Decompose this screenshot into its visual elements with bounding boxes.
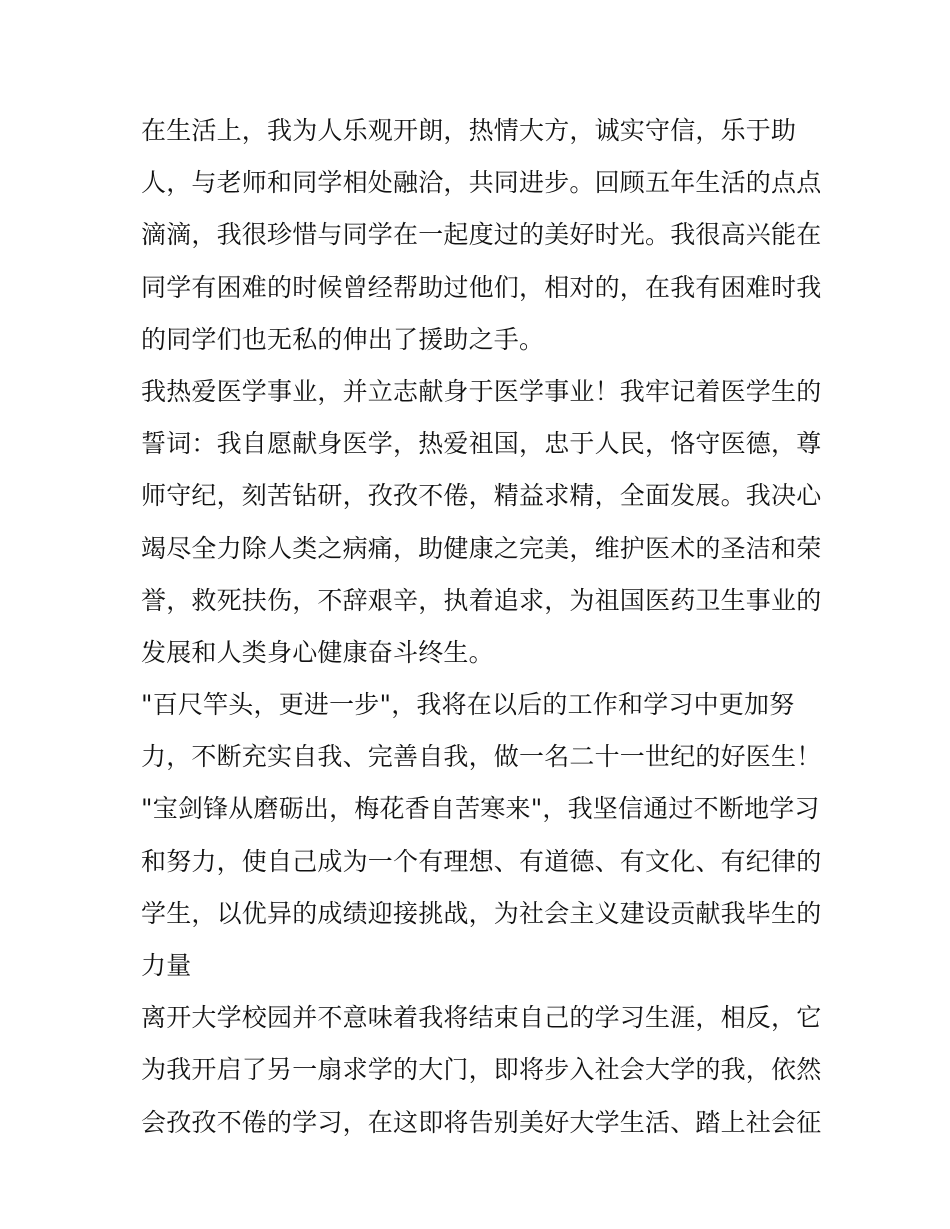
- text-line: 在生活上，我为人乐观开朗，热情大方，诚实守信，乐于助: [141, 116, 797, 145]
- text-line: 学生，以优异的成绩迎接挑战，为社会主义建设贡献我毕生的: [141, 898, 822, 928]
- text-line: 会孜孜不倦的学习，在这即将告别美好大学生活、踏上社会征: [141, 1107, 822, 1137]
- text-line: 誓词：我自愿献身医学，热爱祖国，忠于人民，恪守医德，尊: [141, 429, 822, 459]
- text-line: "宝剑锋从磨砺出，梅花香自苦寒来"，我坚信通过不断地学习: [141, 794, 820, 824]
- text-line: 力量: [141, 951, 192, 980]
- text-line: 人，与老师和同学相处融洽，共同进步。回顾五年生活的点点: [141, 168, 822, 198]
- text-line: 竭尽全力除人类之病痛，助健康之完美，维护医术的圣洁和荣: [141, 533, 822, 563]
- text-line: 为我开启了另一扇求学的大门，即将步入社会大学的我，依然: [141, 1055, 822, 1085]
- text-line: 滴滴，我很珍惜与同学在一起度过的美好时光。我很高兴能在: [141, 220, 822, 250]
- text-line: 的同学们也无私的伸出了援助之手。: [141, 324, 545, 354]
- text-line: 力，不断充实自我、完善自我，做一名二十一世纪的好医生！: [141, 742, 822, 772]
- text-line: 师守纪，刻苦钻研，孜孜不倦，精益求精，全面发展。我决心: [141, 481, 822, 511]
- text-line: 和努力，使自己成为一个有理想、有道德、有文化、有纪律的: [141, 846, 822, 876]
- text-line: 誉，救死扶伤，不辞艰辛，执着追求，为祖国医药卫生事业的: [141, 585, 822, 615]
- text-line: "百尺竿头，更进一步"，我将在以后的工作和学习中更加努: [141, 690, 795, 720]
- text-line: 发展和人类身心健康奋斗终生。: [141, 637, 494, 667]
- text-line: 离开大学校园并不意味着我将结束自己的学习生涯，相反，它: [141, 1003, 822, 1033]
- text-line: 我热爱医学事业，并立志献身于医学事业！我牢记着医学生的: [141, 376, 822, 406]
- document-body-text: [141, 105, 821, 1149]
- text-line: 同学有困难的时候曾经帮助过他们，相对的，在我有困难时我: [141, 272, 822, 302]
